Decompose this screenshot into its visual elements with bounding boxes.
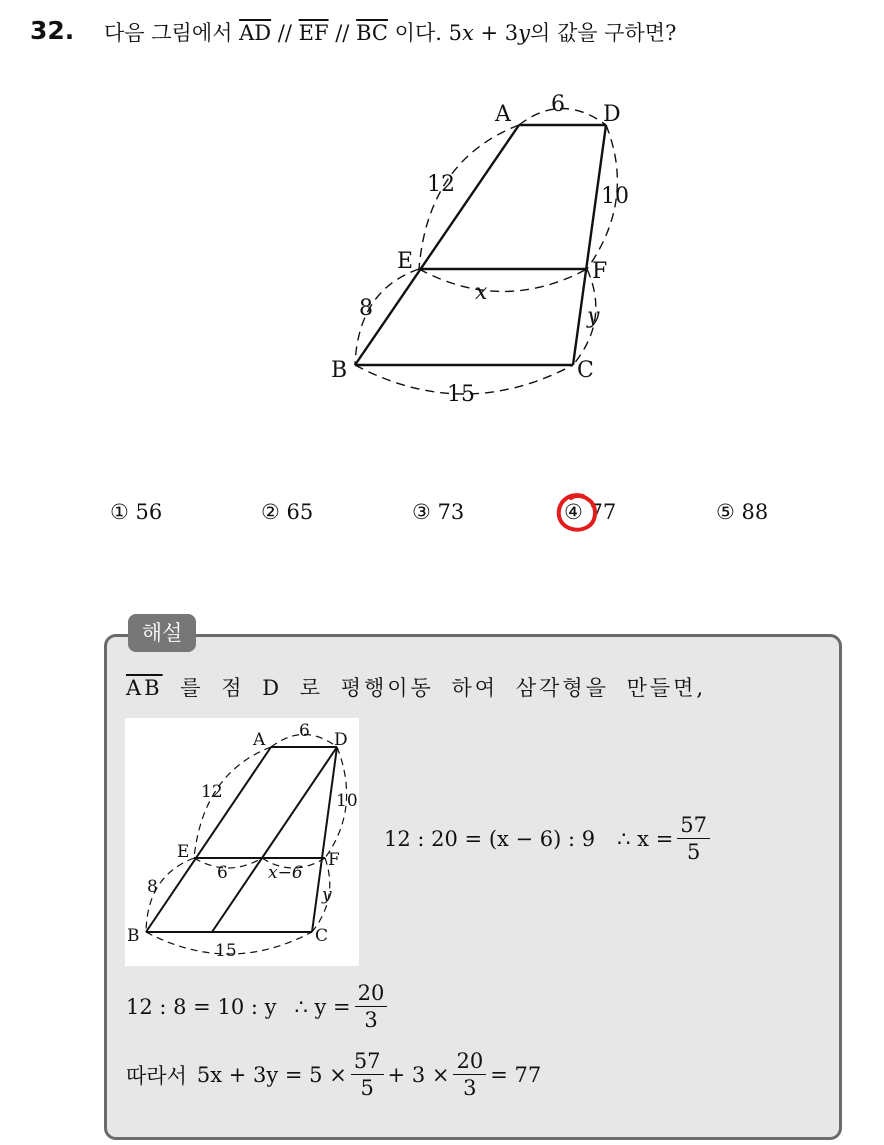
equation-1 (384, 812, 714, 865)
len-eb: 8 (359, 296, 373, 321)
len-df: 10 (601, 184, 629, 209)
equation-3 (126, 1048, 541, 1101)
choice-4-value: 77 (589, 500, 617, 524)
eq2-therefore: ∴ y = (294, 994, 351, 1019)
label-d: D (603, 102, 621, 127)
sol-side-ab (146, 747, 271, 932)
label-e: E (397, 249, 414, 274)
question-number: 32. (30, 16, 75, 45)
eq3-num-1: 57 (351, 1048, 384, 1075)
sol-len-x6: x−6 (268, 863, 303, 883)
sol-label-a: A (253, 730, 266, 750)
len-ae: 12 (427, 172, 455, 197)
solution-line-1 (126, 672, 706, 702)
parallel-sign-2: // (335, 21, 350, 45)
solution-figure (125, 718, 359, 966)
eq2-num: 20 (355, 980, 388, 1007)
parallel-sign-1: // (277, 21, 292, 45)
question-suffix: 의 값을 구하면? (530, 21, 677, 45)
choice-5-value: 88 (741, 500, 769, 524)
expr-var-y: y (518, 21, 530, 45)
sol-len-e6: 6 (217, 863, 228, 883)
expr-coef-5: 5 (448, 21, 462, 45)
choice-5[interactable] (716, 500, 768, 524)
sol-len-eb: 8 (147, 877, 158, 897)
segment-ab: $\overline{AB}$ (126, 676, 163, 700)
eq3-part-a: 5x + 3y = 5 × (196, 1062, 347, 1087)
eq3-den-2: 3 (463, 1076, 477, 1100)
side-ab (355, 125, 519, 365)
eq3-part-b: + 3 × (387, 1062, 450, 1087)
choice-3-value: 73 (437, 500, 465, 524)
sol-label-d: D (334, 730, 348, 750)
eq1-therefore: ∴ x = (617, 826, 674, 851)
len-ad: 6 (551, 92, 565, 117)
choice-5-num: ⑤ (716, 500, 735, 524)
len-bc: 15 (447, 382, 475, 407)
trapezoid-figure (320, 88, 640, 408)
sol-label-b: B (127, 926, 140, 946)
choice-3-num: ③ (412, 500, 431, 524)
eq2-lhs: 12 : 8 = 10 : y (126, 994, 277, 1019)
eq3-part-c: = 77 (490, 1062, 542, 1087)
eq1-lhs: 12 : 20 = (x − 6) : 9 (384, 826, 596, 851)
label-f: F (592, 259, 608, 284)
choice-2-num: ② (261, 500, 280, 524)
eq1-fraction (677, 812, 710, 865)
segment-ef: $\overline{EF}$ (298, 21, 329, 45)
answer-circle-icon (553, 490, 603, 536)
eq3-fraction-1 (351, 1048, 384, 1101)
eq3-den-1: 5 (360, 1076, 374, 1100)
eq3-num-2: 20 (453, 1048, 486, 1075)
sol-len-ad: 6 (299, 721, 310, 741)
sol-label-c: C (315, 926, 329, 946)
sol-len-df: 10 (336, 791, 358, 811)
choice-1-value: 56 (135, 500, 163, 524)
eq3-fraction-2 (453, 1048, 486, 1101)
question-prefix: 다음 그림에서 (104, 21, 233, 45)
choice-1[interactable] (110, 500, 162, 524)
len-ef: x (475, 280, 488, 305)
len-fc: y (587, 304, 600, 329)
question-text (104, 17, 676, 47)
choice-3[interactable] (412, 500, 464, 524)
sol-len-fc: y (322, 885, 332, 905)
eq2-fraction (355, 980, 388, 1033)
label-b: B (331, 358, 348, 383)
solution-line-1-text: 를 점 D 로 평행이동 하여 삼각형을 만들면, (180, 676, 707, 700)
label-c: C (577, 358, 594, 383)
sol-translated-ab (212, 747, 337, 932)
eq3-prefix: 따라서 (126, 1063, 187, 1088)
question-mid: 이다. (394, 21, 442, 45)
expr-var-x: x (461, 21, 474, 45)
eq1-den: 5 (686, 840, 701, 864)
sol-len-bc: 15 (215, 941, 237, 961)
label-a: A (495, 102, 511, 127)
choice-2-value: 65 (286, 500, 314, 524)
eq2-den: 3 (364, 1008, 378, 1032)
sol-len-ae: 12 (201, 782, 223, 802)
choice-1-num: ① (110, 500, 129, 524)
equation-2 (126, 980, 391, 1033)
sol-label-e: E (177, 842, 190, 862)
sol-arc-e6 (194, 858, 262, 868)
expr-plus-3: + 3 (473, 21, 519, 45)
choice-2[interactable] (261, 500, 313, 524)
solution-tag: 해설 (128, 614, 196, 652)
choice-4-num: ④ (564, 500, 583, 524)
sol-label-f: F (328, 850, 340, 870)
choice-list (110, 500, 810, 534)
eq1-num: 57 (677, 812, 710, 839)
arc-ef (419, 269, 587, 292)
segment-bc: $\overline{BC}$ (356, 21, 388, 45)
segment-ad: $\overline{AD}$ (239, 21, 272, 45)
